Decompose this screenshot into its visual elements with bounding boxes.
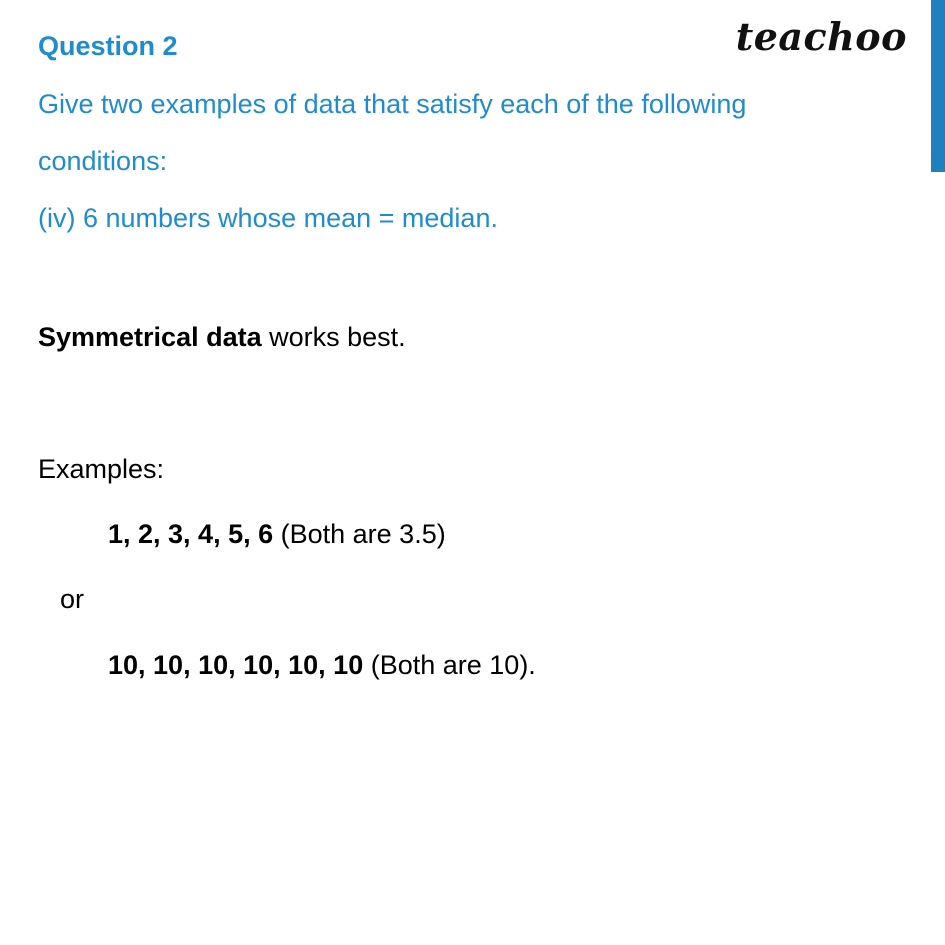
- symmetrical-data-rest: works best.: [261, 322, 406, 352]
- symmetrical-data-bold: Symmetrical data: [38, 322, 262, 352]
- scrollbar-thumb[interactable]: [931, 0, 945, 172]
- examples-label: Examples:: [38, 454, 165, 484]
- example-2-numbers: 10, 10, 10, 10, 10, 10: [108, 650, 364, 680]
- example-1-numbers: 1, 2, 3, 4, 5, 6: [108, 519, 274, 549]
- scrollbar-track[interactable]: [931, 0, 945, 945]
- example-2: [108, 648, 536, 682]
- example-2-note: (Both are 10).: [363, 650, 536, 680]
- symmetrical-data-statement: [38, 320, 406, 354]
- teachoo-logo: teachoo: [735, 14, 907, 59]
- question-title: Question 2: [38, 31, 178, 61]
- or-separator: or: [60, 584, 85, 614]
- example-1-note: (Both are 3.5): [273, 519, 446, 549]
- question-text-line-1: Give two examples of data that satisfy each of the following: [38, 89, 747, 119]
- example-1: [108, 517, 446, 551]
- question-text-line-2: conditions:: [38, 146, 168, 176]
- question-text-line-3: (iv) 6 numbers whose mean = median.: [38, 203, 498, 233]
